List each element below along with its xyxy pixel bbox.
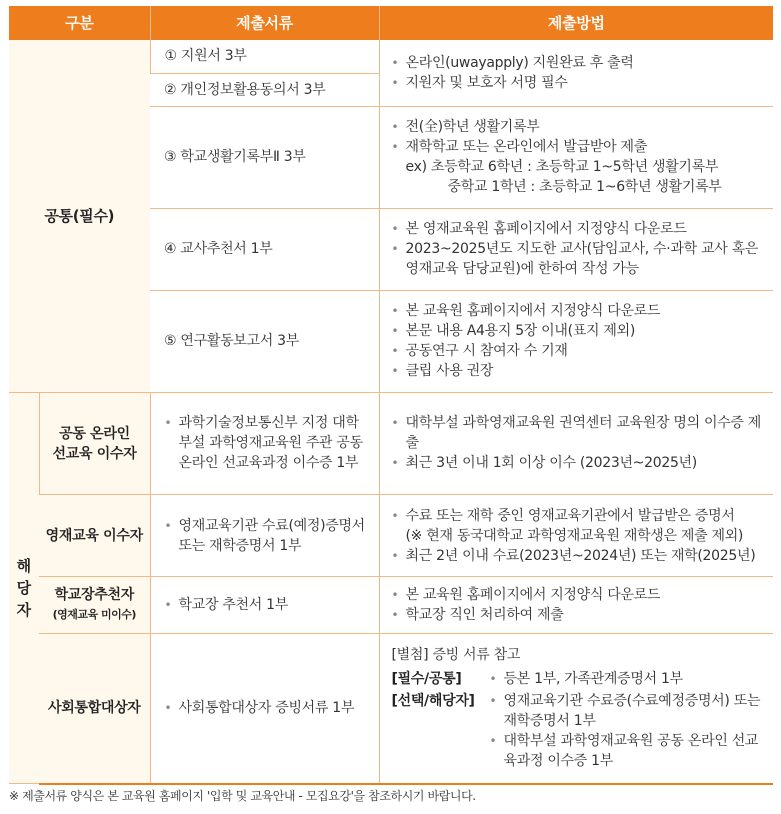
method-school-record [379, 106, 773, 208]
list-item: • 온라인(uwayapply) 지원완료 후 출력 [392, 53, 764, 73]
list-item: • 등본 1부, 가족관계증명서 1부 [490, 669, 764, 689]
principal-recommended-method [379, 577, 773, 634]
list-item: • 학교장 직인 처리하여 제출 [392, 605, 764, 625]
list-item: • 클립 사용 권장 [392, 361, 764, 381]
list-item: • 공동연구 시 참여자 수 기재 [392, 341, 764, 361]
list-item: • 지원자 및 보호자 서명 필수 [392, 73, 764, 93]
gifted-completer-doc [150, 495, 379, 577]
table-row [9, 495, 773, 577]
principal-recommended-label: 학교장추천자 (영재교육 미이수) [39, 577, 150, 634]
social-integration-doc [150, 634, 379, 784]
list-item: • 본 교육원 홈페이지에서 지정양식 다운로드 [392, 301, 764, 321]
online-preeducation-label: 공동 온라인 선교육 이수자 [39, 393, 150, 495]
gifted-completer-label: 영재교육 이수자 [39, 495, 150, 577]
list-item: • 사회통합대상자 증빙서류 1부 [165, 698, 369, 718]
list-item: • 2023~2025년도 지도한 교사(담임교사, 수·과학 교사 혹은 영재교육 담당교원)에 한하여 작성 가능 [392, 239, 764, 279]
applicable-label: 해 당 자 [9, 393, 39, 784]
principal-recommended-doc [150, 577, 379, 634]
doc-application: ① 지원서 3부 [150, 40, 379, 73]
footnote: ※ 제출서류 양식은 본 교육원 홈페이지 '입학 및 교육안내 - 모집요강'을 참조하시기 바랍니다. [9, 789, 476, 803]
attachment-grid [392, 669, 764, 771]
list-item: • 전(全)학년 생활기록부 [392, 117, 764, 137]
method-teacher-recommendation [379, 208, 773, 290]
list-item: • 학교장 추천서 1부 [165, 595, 369, 615]
list-item: • 영재교육기관 수료(예정)증명서 또는 재학증명서 1부 [165, 516, 369, 556]
doc-privacy-consent: ② 개인정보활용동의서 3부 [150, 73, 379, 106]
list-item: • 영재교육기관 수료증(수료예정증명서) 또는 재학증명서 1부 [490, 691, 764, 731]
attachment-title: [별첨] 증빙 서류 참고 [391, 647, 521, 664]
online-preeducation-doc [150, 393, 379, 495]
required-label: [필수/공통] [391, 671, 462, 688]
submission-documents-table [9, 6, 773, 785]
table-header-row [9, 6, 773, 40]
social-integration-method [379, 634, 773, 784]
doc-research-report: ⑤ 연구활동보고서 3부 [150, 290, 379, 392]
gifted-completer-method [379, 495, 773, 577]
table-row [9, 577, 773, 634]
list-item: • 수료 또는 재학 중인 영재교육기관에서 발급받은 증명서 (※ 현재 동국대학교 과학영재교육원 재학생은 제출 제외) [392, 506, 764, 546]
method-research-report [379, 290, 773, 392]
social-integration-label: 사회통합대상자 [39, 634, 150, 784]
example-line-2: 중학교 1학년 : 초등학교 1~6학년 생활기록부 [447, 179, 722, 195]
header-method: 제출방법 [379, 6, 773, 40]
doc-school-record: ③ 학교생활기록부Ⅱ 3부 [150, 106, 379, 208]
list-item: • 과학기술정보통신부 지정 대학부설 과학영재교육원 주관 공동 온라인 선교육과정 이수증 1부 [165, 413, 369, 473]
doc-teacher-recommendation: ④ 교사추천서 1부 [150, 208, 379, 290]
header-documents: 제출서류 [150, 6, 379, 40]
example-line-1: ex) 초등학교 6학년 : 초등학교 1~5학년 생활기록부 [405, 159, 719, 175]
list-item: • 최근 3년 이내 1회 이상 이수 (2023년~2025년) [392, 453, 764, 473]
method-application [379, 40, 773, 106]
list-item: • 대학부설 과학영재교육원 공동 온라인 선교육과정 이수증 1부 [490, 731, 764, 771]
list-item: • 본문 내용 A4용지 5장 이내(표지 제외) [392, 321, 764, 341]
list-item: • 본 교육원 홈페이지에서 지정양식 다운로드 [392, 585, 764, 605]
list-item: • 재학학교 또는 온라인에서 발급받아 제출 [392, 137, 764, 157]
online-preeducation-method [379, 393, 773, 495]
table-row [9, 40, 773, 73]
header-category: 구분 [9, 6, 150, 40]
note: (※ 현재 동국대학교 과학영재교육원 재학생은 제출 제외) [405, 527, 744, 544]
table-row [9, 393, 773, 495]
optional-label: [선택/해당자] [391, 693, 475, 710]
list-item: • 대학부설 과학영재교육원 권역센터 교육원장 명의 이수증 제출 [392, 413, 764, 453]
list-item: • 본 영재교육원 홈페이지에서 지정양식 다운로드 [392, 219, 764, 239]
table-row [9, 634, 773, 784]
list-item: • 최근 2년 이내 수료(2023년~2024년) 또는 재학(2025년) [392, 546, 764, 566]
common-label: 공통(필수) [9, 40, 150, 393]
